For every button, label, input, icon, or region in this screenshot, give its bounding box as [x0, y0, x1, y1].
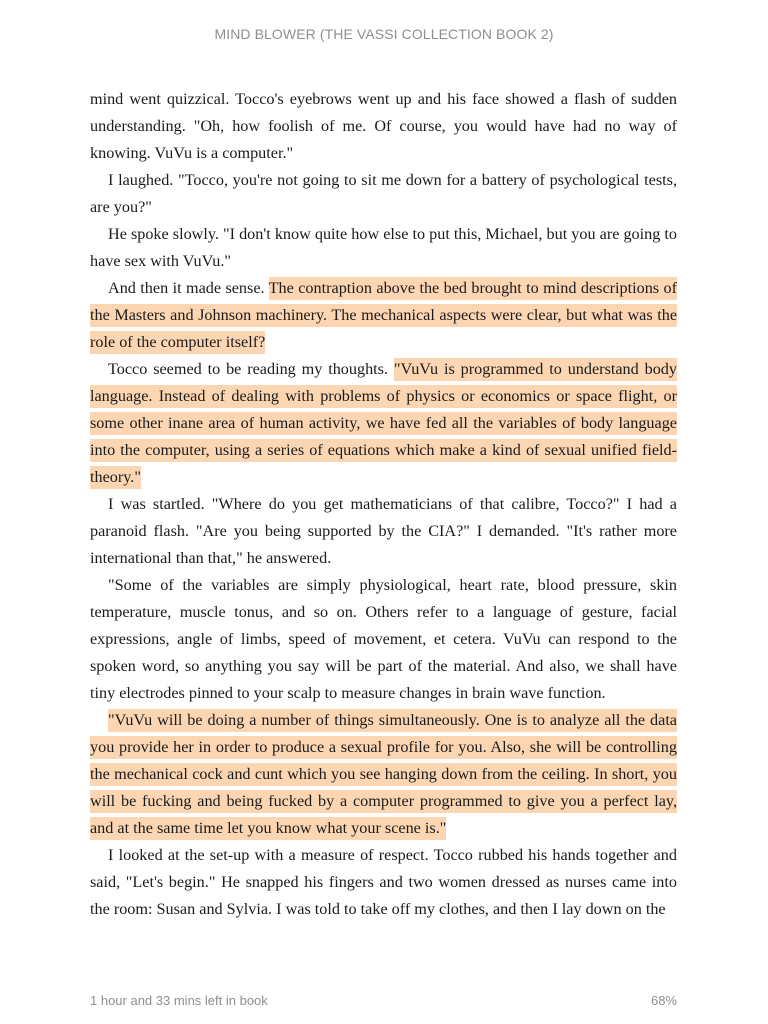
paragraph[interactable] — [90, 842, 677, 923]
paragraph[interactable] — [90, 167, 677, 221]
paragraph[interactable] — [90, 221, 677, 275]
highlighted-passage[interactable]: The contraption above the bed brought to mind descriptions of the Masters and Johnson machinery. The mechanical aspects were clear, but what was the role of the computer itself? — [90, 277, 677, 354]
highlighted-passage[interactable]: "VuVu will be doing a number of things simultaneously. One is to analyze all the data you provide her in order to produce a sexual profile for you. Also, she will be controlling the mechanical cock and cunt which you see hanging down from the ceiling. In short, you will be fucking and being fucked by a computer programmed to give you a perfect lay, and at the same time let you know what your scene is." — [90, 709, 677, 840]
paragraph[interactable] — [90, 275, 677, 356]
paragraph[interactable] — [90, 356, 677, 491]
paragraph-text: mind went quizzical. Tocco's eyebrows went up and his face showed a flash of sudden understanding. "Oh, how foolish of me. Of course, you would have had no way of knowing. VuVu is a computer." — [90, 90, 677, 162]
reading-progress: 68% — [650, 993, 677, 1008]
paragraph[interactable] — [90, 491, 677, 572]
highlighted-passage[interactable]: "VuVu is programmed to understand body language. Instead of dealing with problems of physics or economics or space flight, or some other inane area of human activity, we have fed all the variables of body language into the computer, using a series of equations which make a kind of sexual unified field-theory." — [90, 358, 677, 489]
paragraph-text: He spoke slowly. "I don't know quite how else to put this, Michael, but you are going to have sex with VuVu." — [90, 225, 677, 270]
paragraph-text: Tocco seemed to be reading my thoughts. — [108, 360, 394, 378]
paragraph[interactable] — [90, 572, 677, 707]
paragraph-text: I laughed. "Tocco, you're not going to sit me down for a battery of psychological tests, are you?" — [90, 171, 677, 216]
paragraph-text: "Some of the variables are simply physiological, heart rate, blood pressure, skin temperature, muscle tonus, and so on. Others refer to a language of gesture, facial expressions, angle of limbs, speed of movement, et cetera. VuVu can respond to the spoken word, so anything you say will be part of the material. And also, we shall have tiny electrodes pinned to your scalp to measure changes in brain wave function. — [90, 576, 677, 702]
time-left-in-book: 1 hour and 33 mins left in book — [90, 993, 268, 1008]
paragraph[interactable] — [90, 707, 677, 842]
page-text[interactable] — [90, 86, 677, 923]
paragraph[interactable] — [90, 86, 677, 167]
paragraph-text: I looked at the set-up with a measure of respect. Tocco rubbed his hands together and said, "Let's begin." He snapped his fingers and two women dressed as nurses came into the room: Susan and Sylvia. I was told to take off my clothes, and then I lay down on the — [90, 846, 677, 918]
paragraph-text: I was startled. "Where do you get mathematicians of that calibre, Tocco?" I had a paranoid flash. "Are you being supported by the CIA?" I demanded. "It's rather more international than that," he answered. — [90, 495, 677, 567]
book-title: MIND BLOWER (THE VASSI COLLECTION BOOK 2) — [214, 26, 554, 42]
paragraph-text: And then it made sense. — [108, 279, 269, 297]
